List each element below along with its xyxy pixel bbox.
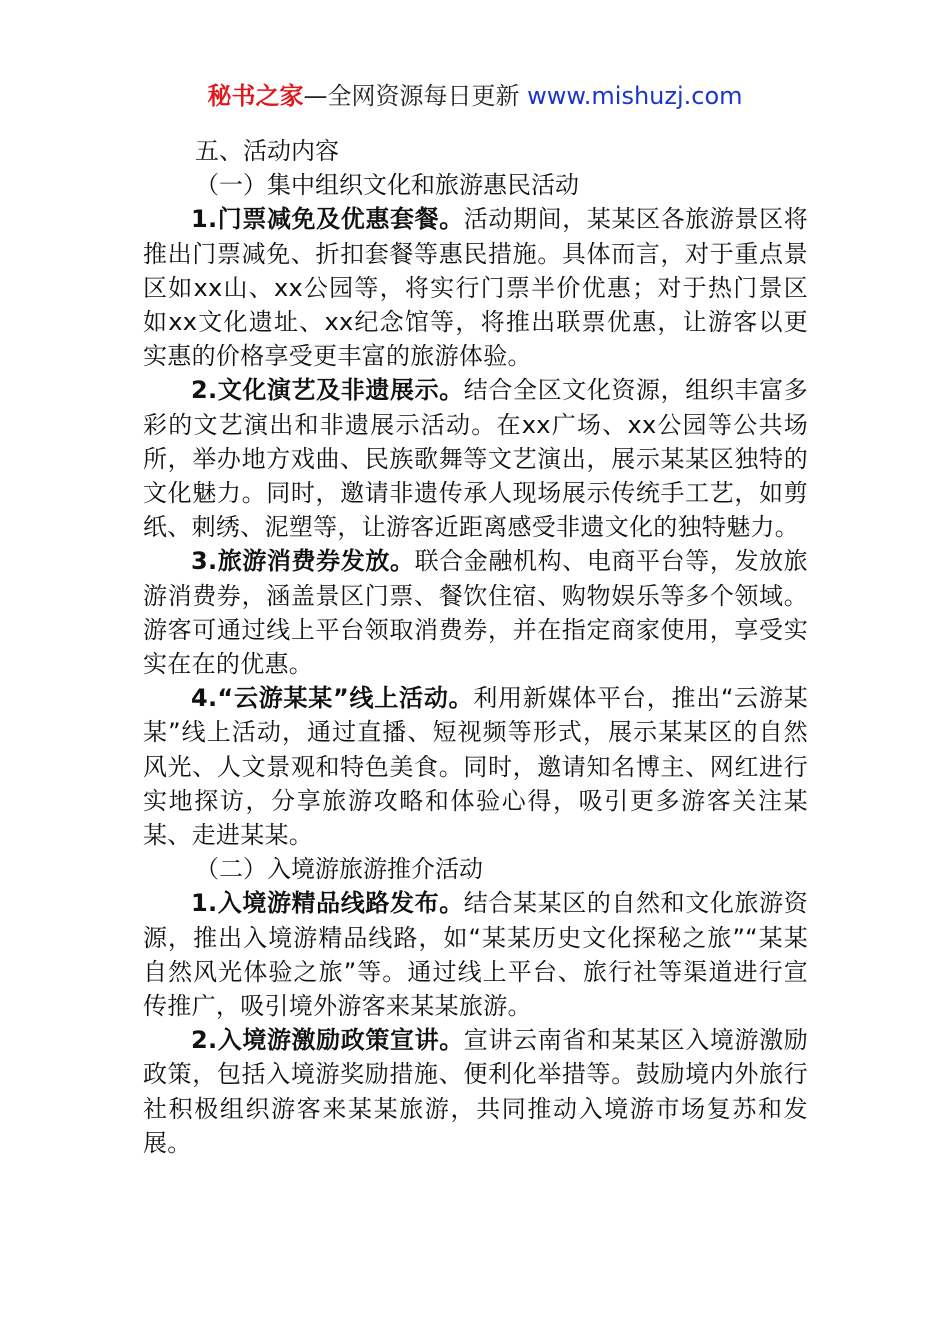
part1-item-3-body: 联合金融机构、电商平台等，发放旅游消费券，涵盖景区门票、餐饮住宿、购物娱乐等多个领域。游客可通过线上平台领取消费券，并在指定商家使用，享受实实在在的优惠。 [143,547,808,679]
site-url-link[interactable]: www.mishuzj.com [527,82,743,110]
part1-item-1-title: 1.门票减免及优惠套餐。 [191,205,464,234]
part1-item-4-title: 4.“云游某某”线上活动。 [191,684,474,713]
site-header [0,78,950,114]
part2-item-1-title: 1.入境游精品线路发布。 [191,889,464,918]
part1-item-1-body: 活动期间，某某区各旅游景区将推出门票减免、折扣套餐等惠民措施。具体而言，对于重点景区如xx山、xx公园等，将实行门票半价优惠；对于热门景区如xx文化遗址、xx纪念馆等，将推出联票优惠，让游客以更实惠的价格享受更丰富的旅游体验。 [143,205,808,371]
header-tagline: —全网资源每日更新 [303,82,528,110]
part1-item-1 [143,202,808,373]
part2-item-1-body: 结合某某区的自然和文化旅游资源，推出入境游精品线路，如“某某历史文化探秘之旅”“某某自然风光体验之旅”等。通过线上平台、旅行社等渠道进行宣传推广，吸引境外游客来某某旅游。 [143,889,808,1021]
part1-heading: （一）集中组织文化和旅游惠民活动 [195,171,579,200]
part1-item-4-body: 利用新媒体平台，推出“云游某某”线上活动，通过直播、短视频等形式，展示某某区的自然风光、人文景观和特色美食。同时，邀请知名博主、网红进行实地探访，分享旅游攻略和体验心得，吸引更多游客关注某某、走进某某。 [143,684,809,850]
part2-item-2 [143,1023,808,1160]
part2-heading: （二）入境游旅游推介活动 [195,855,483,884]
part1-item-2-title: 2.文化演艺及非遗展示。 [191,376,464,405]
part1-item-2-body: 结合全区文化资源，组织丰富多彩的文艺演出和非遗展示活动。在xx广场、xx公园等公共场所，举办地方戏曲、民族歌舞等文艺演出，展示某某区独特的文化魅力。同时，邀请非遗传承人现场展示传统手工艺，如剪纸、刺绣、泥塑等，让游客近距离感受非遗文化的独特魅力。 [143,376,808,542]
part2-item-2-body: 宣讲云南省和某某区入境游激励政策，包括入境游奖励措施、便利化举措等。鼓励境内外旅行社积极组织游客来某某旅游，共同推动入境游市场复苏和发展。 [143,1026,808,1157]
section-title: 五、活动内容 [195,137,339,165]
brand-name: 秘书之家 [207,82,304,110]
part2-item-2-title: 2.入境游激励政策宣讲。 [191,1026,464,1055]
part1-item-3 [143,544,808,681]
part1-item-3-title: 3.旅游消费券发放。 [191,547,415,576]
part1-item-4 [143,681,808,852]
document-body [143,134,808,1160]
part2-item-1 [143,886,808,1023]
part1-item-2 [143,373,808,544]
